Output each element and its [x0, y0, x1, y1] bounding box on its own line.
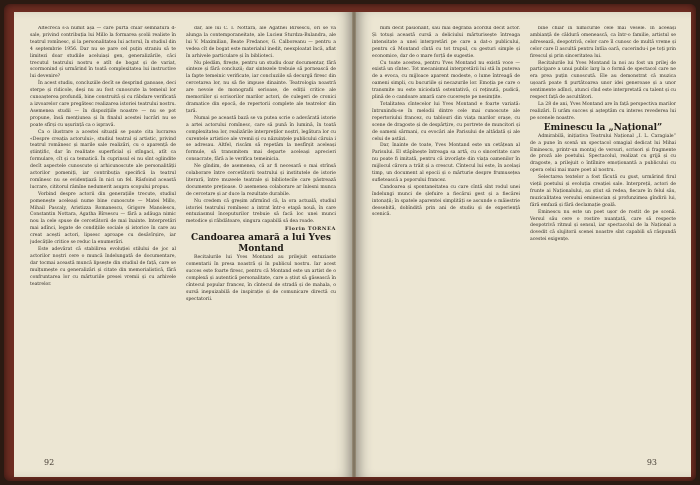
left-column-2 [186, 26, 336, 449]
paragraph: Nu credem că greșim afirmînd că, la ora actuală, studiul istoriei teatrului romînesc a intrat într-o etapă nouă, în care entuziasmul începuturilor trebuie să facă loc unei munci metodice și răbdătoare, singura capabilă să dea roade. [186, 198, 336, 225]
paragraph: bine chiar în nimicurile cele mai vesele. În aceeași ambianță de căldură omenească, ca într-o familie, artistul se adresează, deopotrivă, celor care îl cunosc de multă vreme și celor care îl ascultă pentru întîia oară, cucerindu-i pe toți prin firescul și prin sinceritatea lui. [530, 26, 676, 59]
paragraph: În acest studiu, concluziile decît se desprind ganoase, deci sterpe și ridicole, deși nu au fost cunoscute la temeiul lor cunoașterea profundă, bine construită și cu răbdare verificată a izvoarelor care pregătesc realizarea istoriei teatrului nostru. Asemenea studii — în dispozițiile noastre — nu se pot propune, însă mențiunea și în finalul acestei lucrări nu se poate sfîrși cu ușurință ca o ispravă. [30, 81, 176, 128]
paragraph: Altecreca s-a numit așa — care purtă chiar semnătura d-sale, privind contribuția lui Millo la formarea școlii realiste în teatrul romînesc, și la personalitatea lui actorul, în studiul din 4 septembrie 1956. Dar nu se pare cel puțin straniu să te limitezi doar studiile aceluiași gen, generalizările, căci trecutul teatrului nostru e atît de bogat și de variat, scormonind și urmărind în toată complexitatea lui instructive lui devenire? [30, 26, 176, 80]
paragraph: dar, ale lui C. I. Nottara, ale Agathei Bîrsescu, ori se va alunga la contemporaneitate, ale Lucieи Sturdza-Bulandra, ale lui V. Maximilian, Beate Fredanov, G. Calboreanu — pentru a vedea cît de bogat este materialul inedit, neexploatat încă, aflat în arhivele particulare și în biblioteci. [186, 26, 336, 59]
right-column-1 [372, 26, 520, 449]
paragraph: Dar, înainte de toate, Yves Montand este un cetățean al Parisului. El stăpînește întreaga sa artă, cu o sinceritate care nu poate fi imitată, pentru că izvorăște din viața oamenilor în mijlocul cărora a trăit și a crescut. Cîntecul lui este, în același timp, un document al epocii și o mărturie despre frumusețea sufletească a poporului francez. [372, 143, 520, 183]
paragraph: Admirabilă, inițiativa Teatrului Național „I. L. Caragiale” de a pune în scenă un spectacol omagial dedicat lui Mihai Eminescu, printr-un montaj de versuri, scrisori și fragmente de proză ale poetului. Spectacolul, realizat cu grijă și cu dragoste, a prilejuit o întîlnire emoționantă a publicului cu opera celui mai mare poet al nostru. [530, 133, 676, 174]
paragraph: Totalitatea cîntecelor lui Yves Montand e foarte variată: întrunindu-se în melodii dintre cele mai cunoscute ale repertoriului francez, cu tablouri din viața marilor orașe, cu scene de dragoste și de despărțire, cu portrete de muncitori și de oameni sărmani, cu evocări ale Parisului de altădată și ale celui de astăzi. [372, 101, 520, 142]
paragraph: La 28 de ani, Yves Montand are în față perspectiva marilor realizări. Îi urăm succes și așteptăm cu interes revederea lui pe scenele noastre. [530, 101, 676, 121]
article-title: Candoarea amară a lui Yves Montand [191, 233, 331, 255]
article-title: Eminescu la „Național” [543, 122, 663, 133]
paragraph: Vorbind despre actorii din generațiile trecute, studiul pomenește aceleași nume bine cunoscute — Matei Millo, Mihail Pascaly, Aristizza Romanescu, Grigore Manolescu, Constantin Nottara, Agatha Bîrsescu — fără a adăuga nimic nou la cele spuse de cercetătorii de mai înainte. Interpretări mai adînci, legate de condițiile sociale și istorice în care au creat acești actori, lipsesc aproape cu desăvîrșire, iar judecățile critice se reduc la enumerări. [30, 191, 176, 246]
book-spread [4, 4, 696, 481]
paragraph: Recitalurile lui Yves Montand la noi au fost un prilej de participare a unui public larg la o formă de spectacol care ne era prea puțin cunoscută. Ele au demonstrat că muzica ușoară poate fi purtătoarea unor idei generoase și a unor sentimente adînci, atunci cînd este interpretată cu talent și cu respect față de ascultători. [530, 60, 676, 101]
left-page [14, 12, 352, 477]
paragraph: Candoarea și spontaneitatea cu care cîntă sînt rodul unei îndelungi munci de șlefuire a fiecărui gest și a fiecărei intonații; în spatele aparentei simplități se ascunde o măiestrie deosebită, dobîndită prin ani de studiu și de experiență scenică. [372, 184, 520, 218]
paragraph: Nu pledăm, firește, pentru un studiu doar documentar, fără sinteze și fără concluzii; dar sintezele trebuie să pornească de la fapte temeinic verificate, iar concluziile să decurgă firesc din cercetarea lor, nu să fie impuse dinainte. Teatrologia noastră are nevoie de monografii serioase, de ediții critice ale memoriilor și scrisorilor marilor actori, de culegeri de cronici dramatice din epocă, de repertorii complete ale teatrelor din țară. [186, 60, 336, 114]
paragraph: mim decît pasionant, sau mai degrabă acordul decît actor. Și totuși această cursă a deliciului mărturisește întreaga intensitate a unei interpretări pe care a dat-o publicului, pentru că Montand cîntă cu tot trupul, cu gesturi simple și economice, dar de o mare forță de sugestie. [372, 26, 520, 59]
paragraph: Numai pe această bază se va putea scrie o adevărată istorie a artei actorului romînesc, care să pună în lumină, în toată complexitatea lor, realizările interpreților noștri, legătura lor cu curentele artistice ale vremii și cu năzuințele publicului căruia i se adresau. Altfel, riscăm să repetăm la nesfîrșit aceleași formule, să transmitem mai departe aceleași aprecieri consacrate, fără a le verifica temeinicia. [186, 115, 336, 163]
paragraph: Ne gîndim, de asemenea, că ar fi necesară o mai strînsă colaborare între cercetătorii teatrului și institutele de istorie literară, între muzeele teatrale și bibliotecile care păstrează documente prețioase. O asemenea colaborare ar înlesni munca de cercetare și ar duce la rezultate durabile. [186, 164, 336, 197]
paragraph: Cu toate acestea, pentru Yves Montand nu există voce — există un cîntec. Tot mecanismul interpretării lui stă în puterea de a evoca, cu mijloace aparent modeste, o lume întreagă de oameni simpli, cu bucuriile și necazurile lor. Emoția pe care o transmite nu este niciodată ostentativă, ci reținută, pudică, plină de o candoare amară care cucerește pe nesimțite. [372, 60, 520, 101]
page-number-left: 92 [44, 458, 55, 467]
author-signature: Florin TORNEA [285, 226, 336, 233]
paragraph: Selectarea textelor a fost făcută cu gust, urmărind firul vieții poetului și evoluția creației sale. Interpreții, actori de frunte ai Naționalului, au știut să redea, fiecare în felul său, muzicalitatea versului eminescian și profunzimea gîndirii lui, fără emfază și fără declamație goală. [530, 175, 676, 208]
paragraph: Ca o ilustrare a acestei situații se poate cita lucrarea «Despre creația actorului», studiul teatral și artistic, privind teatrul românesc și marile sale realizări, cu o aparență de științific, dar în realitate superficial și stîngaci, atît ca formulare, cît și ca tematică. În cuprinsul ei nu sînt oglindite decît aspectele cunoscute și arhicunoscute ale personalității actorilor pomeniți, iar contribuția specifică la teatrul romînesc nu se evidențiază în nici un fel. Răsfoind această lucrare, cititorul rămîne nedumerit asupra scopului propus. [30, 129, 176, 190]
paragraph: Recitalurile lui Yves Montand au prilejuit entuziaste comentarii în presa noastră și în publicul nostru. Iar acest succes este foarte firesc, pentru că Montand este un artist de o complexă și autentică personalitate, care a știut să găsească în cîntecul popular francez, în cîntecul de stradă și de mahala, o sursă inepuizabilă de inspirație și de comunicare directă cu spectatorii. [186, 255, 336, 302]
page-number-right: 93 [646, 458, 657, 467]
paragraph: Eminescu nu este un poet ușor de rostit de pe scenă. Versul său cere o rostire nuanțată, care să respecte deopotrivă ritmul și sensul, iar spectacolul de la Național a dovedit că slujitorii scenei noastre sînt capabili să răspundă acestei exigențe. [530, 209, 676, 243]
left-column-1 [30, 26, 176, 449]
paragraph: Este adevărat că stabilirea evoluției stilului de joc al actorilor noștri cere o muncă îndelungată de documentare, dar tocmai această muncă lipsește din studiul de față, care se mulțumește cu generalizări și citate din memorialistică, fără confruntarea lor cu mărturiile presei vremii și cu arhivele teatrelor. [30, 247, 176, 287]
right-column-2 [530, 26, 676, 449]
right-page [356, 12, 691, 477]
